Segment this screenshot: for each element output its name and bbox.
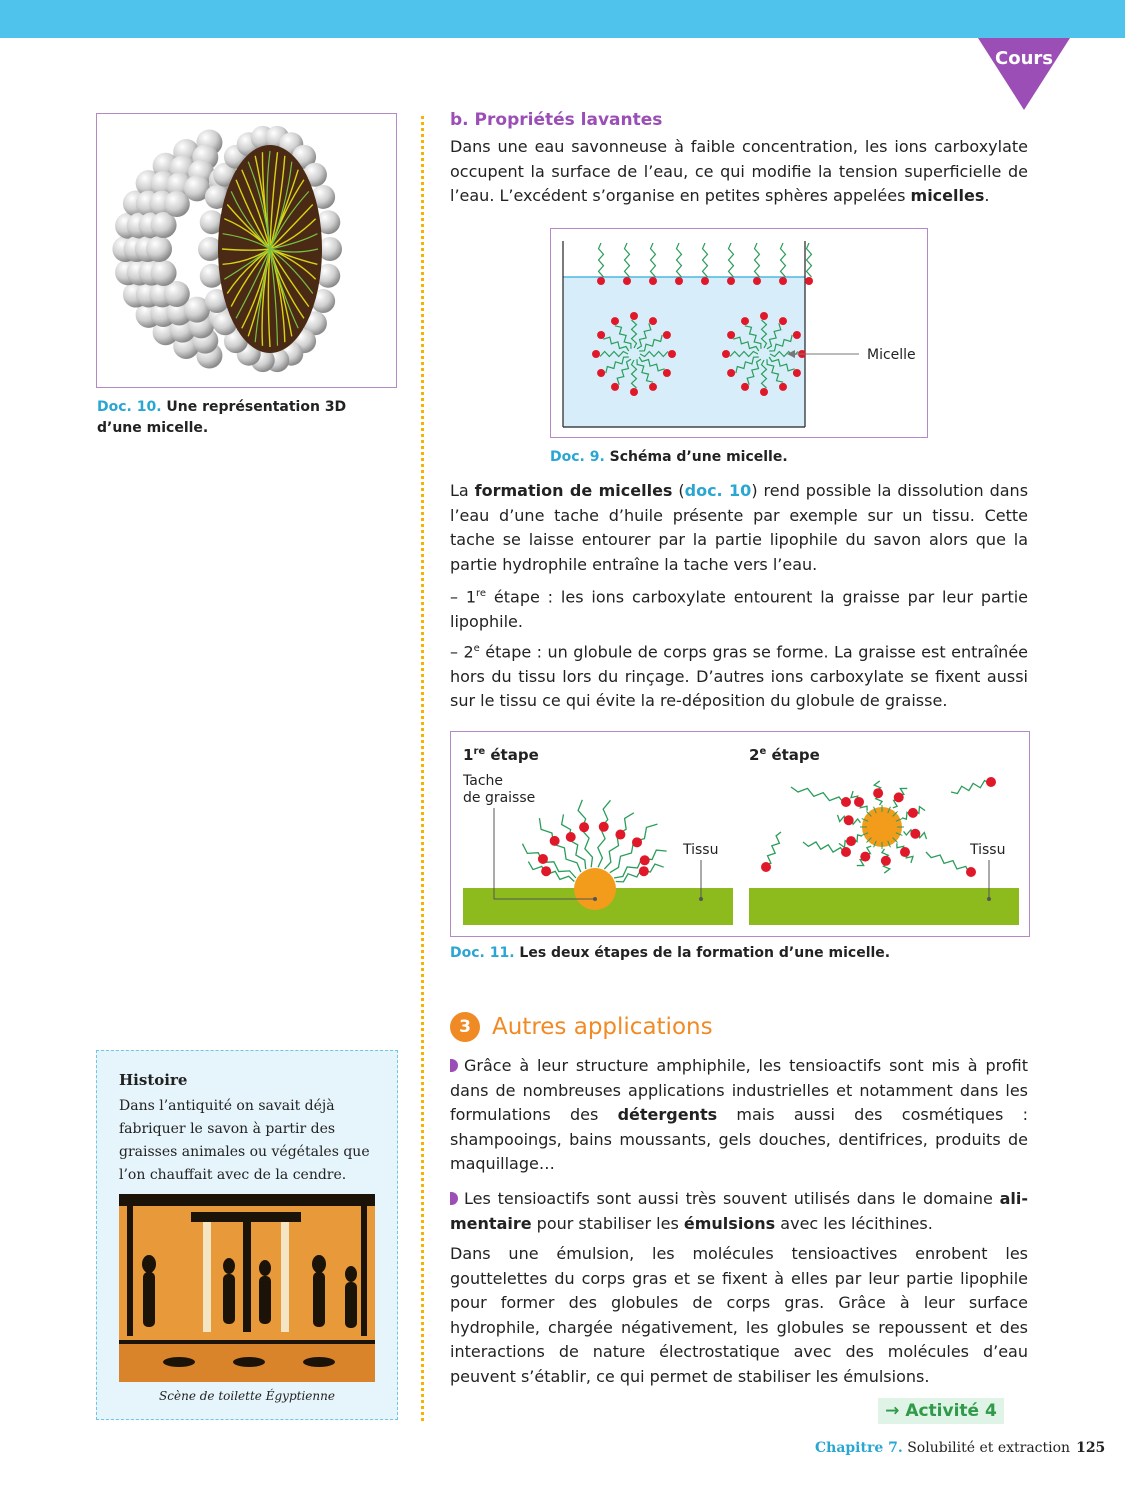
step2-paragraph <box>450 637 1028 714</box>
section3-number: 3 <box>450 1012 480 1042</box>
doc9-caption <box>550 447 788 468</box>
formation-t2: ( <box>672 481 685 500</box>
b1-text: Grâce à leur structure amphiphile, les tensioactifs sont mis à profit dans de nombreuses applications industrielles et notamment dans les formulations des <box>450 1056 1028 1124</box>
page-footer <box>815 1440 1105 1456</box>
histoire-title: Histoire <box>119 1071 188 1089</box>
section3-heading <box>450 1012 713 1042</box>
doc11-caption-text: Les deux étapes de la formation d’une micelle. <box>519 945 891 961</box>
micelles-term: micelles <box>910 186 985 205</box>
doc10-caption-line1: Une représentation 3D <box>166 399 347 415</box>
doc10-link[interactable]: doc. 10 <box>684 481 752 500</box>
micelle-schema <box>551 229 927 437</box>
bullet-icon <box>450 1192 458 1205</box>
step1-prefix: – 1 <box>450 587 477 607</box>
alimentaire-term: ali-mentaire <box>450 1189 1028 1233</box>
tissu-2 <box>749 888 1019 925</box>
section-b-paragraph <box>450 135 1028 209</box>
histoire-image-caption: Scène de toilette Égyptienne <box>159 1389 335 1403</box>
para1-text: Dans une eau savonneuse à faible concentration, les ions carboxylate occupent la surface de l’eau, ce qui modifie la tension superficielle de l’eau. L’excédent s’organise en petites sphères appelées <box>450 137 1028 205</box>
detergents-term: détergents <box>617 1105 718 1124</box>
tache-label-line1: Tache <box>463 773 503 789</box>
doc9-label: Doc. 9. <box>550 449 605 465</box>
doc11-label: Doc. 11. <box>450 945 515 961</box>
step2-prefix: – 2 <box>450 642 474 662</box>
doc11-caption <box>450 943 890 964</box>
grease-stain <box>574 868 616 910</box>
emulsions-term: émulsions <box>683 1213 776 1233</box>
b2-text-mid: pour stabiliser les <box>531 1213 684 1233</box>
egyptian-scene-image <box>119 1194 375 1382</box>
tissu-label-2: Tissu <box>970 842 1006 858</box>
b2-text-end: avec les lécithines. <box>775 1213 933 1233</box>
step2-text: étape : un globule de corps gras se forme. La graisse est entraînée hors du tissu lors du rinçage. D’autres ions carboxylate se fixent aussi sur le tissu ce qui évite la re-déposition du globule de graisse. <box>450 642 1029 711</box>
formation-paragraph <box>450 479 1028 577</box>
formation-t3: ) rend possible la dissolution dans l’eau d’une tache d’huile présente par exemple sur un tissu. Cette tache se laisse entourer par la partie lipophile du savon alors que la partie hydrophile entraîne la tache vers l’eau. <box>450 481 1029 574</box>
top-color-bar <box>0 0 1125 38</box>
cours-label: Cours <box>995 48 1053 69</box>
step2-title: 2e étape <box>749 746 820 764</box>
doc10-label: Doc. 10. <box>97 399 162 415</box>
b1-text-end: mais aussi des cosmétiques : shampooings, bains moussants, gels douches, dentifrices, produits de maquillage… <box>450 1105 1028 1173</box>
doc10-caption-line2: d’une micelle. <box>97 420 209 436</box>
doc10-figure <box>96 113 397 388</box>
page-number: 125 <box>1076 1440 1106 1456</box>
doc11-figure <box>450 731 1030 937</box>
step1-paragraph <box>450 582 1028 634</box>
section3-bullet1 <box>450 1054 1028 1177</box>
histoire-box <box>96 1050 398 1420</box>
section-b-title: b. Propriétés lavantes <box>450 110 663 130</box>
doc9-figure <box>550 228 928 438</box>
tache-label-line2: de graisse <box>463 790 536 806</box>
bullet-icon <box>450 1059 458 1072</box>
step1-title: 1re étape <box>463 746 539 764</box>
activity-4-link[interactable]: → Activité 4 <box>878 1398 1004 1424</box>
formation-term: formation de micelles <box>474 481 673 500</box>
micelle-callout: Micelle <box>867 347 916 363</box>
doc9-caption-text: Schéma d’une micelle. <box>609 449 788 465</box>
step1-sup: re <box>476 588 487 599</box>
micelle-3d-illustration <box>97 114 396 387</box>
section3-title: Autres applications <box>492 1014 713 1040</box>
histoire-text: Dans l’antiquité on savait déjà fabriquer le savon à partir des graisses animales ou végétales que l’on chauffait avec de la cendre. <box>119 1098 370 1183</box>
footer-title: Solubilité et extraction <box>902 1440 1071 1456</box>
doc10-caption <box>97 397 377 439</box>
micelle-formation-steps <box>451 732 1029 936</box>
para1-end: . <box>984 186 990 205</box>
formation-t1: La <box>450 481 475 500</box>
step2-sup: e <box>473 643 480 654</box>
section3-bullet2 <box>450 1187 1028 1236</box>
footer-chapter: Chapitre 7. <box>815 1440 903 1456</box>
section3-paragraph3: Dans une émulsion, les molécules tensioactives enrobent les gouttelettes du corps gras et se fixent à elles par leur partie lipophile pour former des globules de corps gras. Grâce à leur surface hydrophile, chargée négativement, les globules se repoussent et des interactions de nature électrostatique avec des molécules d’eau peuvent s’établir, ce qui permet de stabiliser les émulsions. <box>450 1244 1028 1386</box>
column-divider <box>421 116 424 1421</box>
tissu-label-1: Tissu <box>683 842 719 858</box>
step1-text: étape : les ions carboxylate entourent la graisse par leur partie lipophile. <box>450 587 1029 631</box>
b2-text: Les tensioactifs sont aussi très souvent utilisés dans le domaine <box>464 1189 1000 1208</box>
